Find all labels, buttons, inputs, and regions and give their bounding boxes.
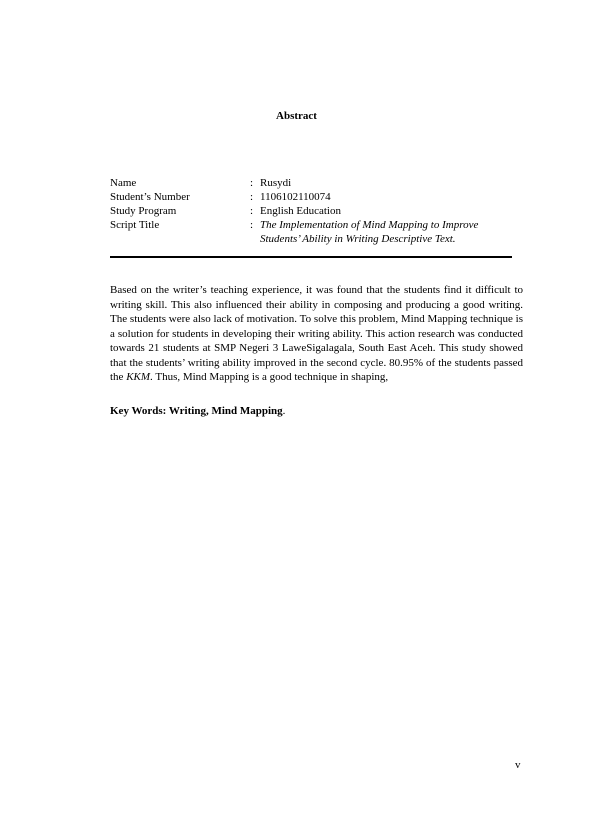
abstract-text-part-1: Based on the writer’s teaching experience, it was found that the students find it difficult to writing skill. This also influenced their ability in composing and producing a good writing. The students were also lack of motivation. To solve this problem, Mind Mapping technique is a solution for students in developing their writing ability. This action research was conducted towards 21 students at SMP Negeri 3 LaweSigalagala, South East Aceh. This study showed that the students’ writing ability improved in the second cycle. 80.95% of the students passed the [110, 284, 523, 383]
info-label-script-title: Script Title [110, 219, 160, 231]
info-row-study-program [110, 204, 530, 218]
abstract-paragraph [110, 283, 523, 385]
info-row-student-number [110, 190, 530, 204]
keywords-end: . [282, 405, 286, 417]
kkm-term: KKM [126, 371, 151, 383]
info-label-student-number: Student’s Number [110, 191, 190, 203]
info-row-name [110, 176, 530, 190]
student-info-block [110, 176, 530, 246]
keywords-label: Key Words: Writing, Mind Mapping [110, 405, 283, 417]
info-value-name: Rusydi [260, 177, 292, 189]
info-value-study-program: English Education [260, 205, 341, 217]
info-colon: : [250, 177, 254, 189]
info-label-name: Name [110, 177, 137, 189]
info-value-script-title [260, 218, 530, 246]
info-label-study-program: Study Program [110, 205, 177, 217]
info-colon: : [250, 205, 254, 217]
page-number: v [515, 759, 521, 771]
info-value-student-number: 1106102110074 [260, 191, 331, 203]
keywords-line [110, 404, 523, 418]
info-colon: : [250, 219, 254, 231]
abstract-text-part-2: . Thus, Mind Mapping is a good technique in shaping, [150, 371, 389, 383]
script-title-line-1: The Implementation of Mind Mapping to Improve [260, 219, 479, 231]
info-row-script-title [110, 218, 530, 246]
page-title: Abstract [276, 110, 317, 122]
horizontal-divider [110, 256, 512, 258]
info-colon: : [250, 191, 254, 203]
script-title-line-2: Students’ Ability in Writing Descriptive Text. [260, 233, 456, 245]
